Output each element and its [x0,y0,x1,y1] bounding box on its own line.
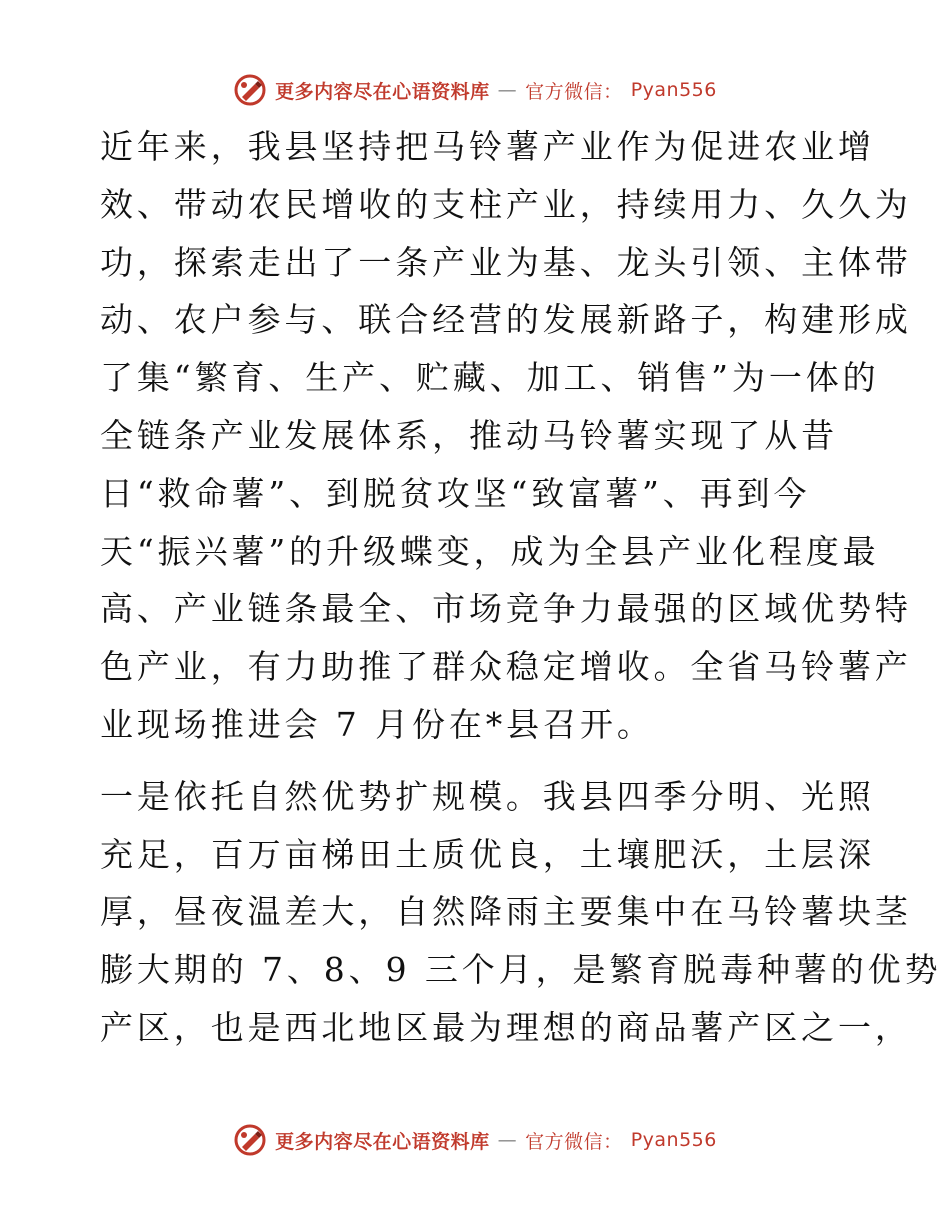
watermark-wechat-label: 官方微信： [525,80,623,103]
header-watermark [0,70,950,110]
text-line: 功，探索走出了一条产业为基、龙头引领、主体带 [100,242,912,282]
text-line: 充足，百万亩梯田土质优良，土壤肥沃，土层深 [100,834,875,874]
brand-logo-icon [233,73,267,107]
brand-logo-icon [233,1123,267,1157]
text-line: 高、产业链条最全、市场竞争力最强的区域优势特 [100,589,912,629]
watermark-wechat-id: Pyan556 [630,1129,717,1151]
text-line: 一是依托自然优势扩规模。我县四季分明、光照 [100,776,875,816]
watermark-brand: 更多内容尽在心语资料库 [275,1130,490,1153]
text-line: 色产业，有力助推了群众稳定增收。全省马铃薯产 [100,647,912,687]
text-line: 全链条产业发展体系，推动马铃薯实现了从昔 [100,415,838,455]
text-line: 了集“繁育、生产、贮藏、加工、销售”为一体的 [100,358,880,398]
text-line: 天“振兴薯”的升级蝶变，成为全县产业化程度最 [100,531,880,571]
paragraph-intro [100,118,912,754]
text-line: 厚，昼夜温差大，自然降雨主要集中在马铃薯块茎 [100,892,912,932]
text-line: 业现场推进会 7 月份在*县召开。 [100,704,654,744]
footer-watermark [0,1120,950,1160]
document-body [100,118,942,1057]
text-line: 近年来，我县坚持把马铃薯产业作为促进农业增 [100,127,875,166]
paragraph-point-one [100,768,942,1057]
watermark-dash: — [497,79,518,101]
text-line: 膨大期的 7、8、9 三个月，是繁育脱毒种薯的优势 [100,950,942,990]
text-line: 日“救命薯”、到脱贫攻坚“致富薯”、再到今 [100,473,811,513]
watermark-dash: — [497,1129,518,1151]
text-line: 产区，也是西北地区最为理想的商品薯产区之一， [100,1007,912,1047]
watermark-wechat-id: Pyan556 [630,79,717,101]
text-line: 效、带动农民增收的支柱产业，持续用力、久久为 [100,184,912,224]
watermark-wechat-label: 官方微信： [525,1130,623,1153]
text-line: 动、农户参与、联合经营的发展新路子，构建形成 [100,300,912,340]
watermark-brand: 更多内容尽在心语资料库 [275,80,490,103]
